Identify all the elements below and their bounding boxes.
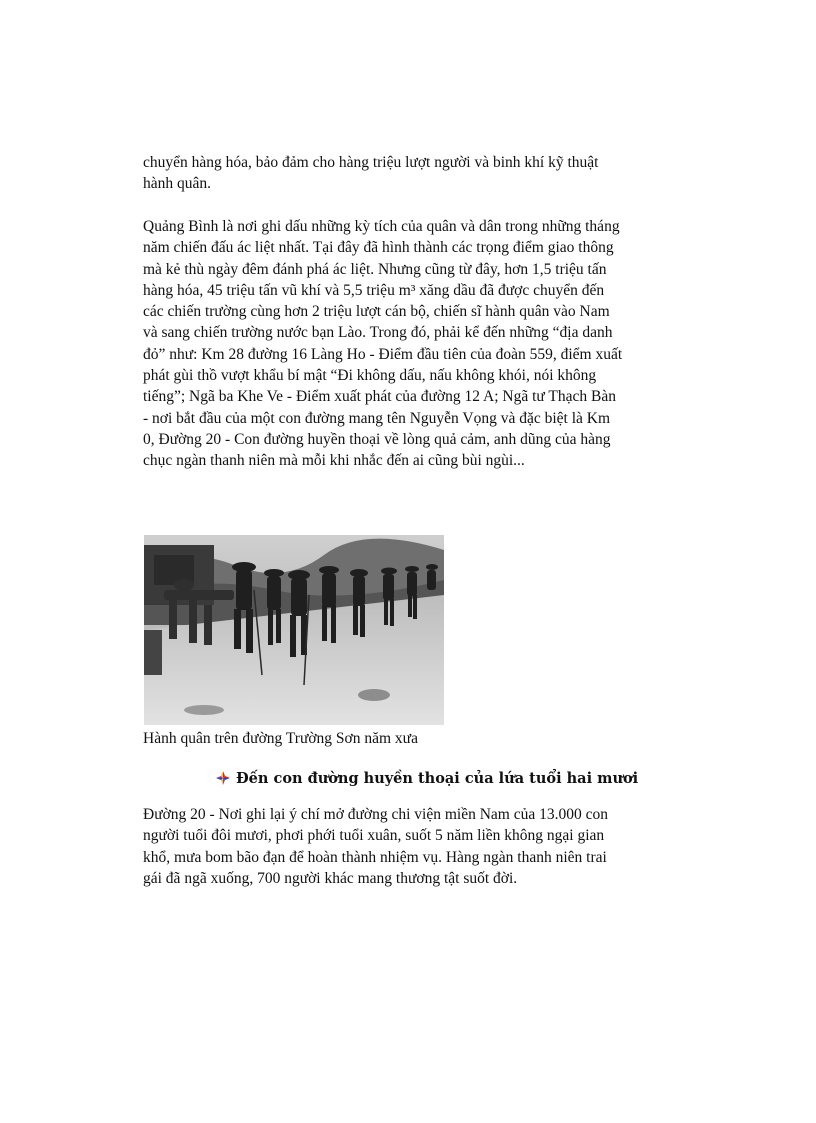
photo-illustration — [144, 535, 444, 725]
section-heading — [216, 766, 638, 790]
photo-soldiers-marching — [144, 535, 444, 725]
paragraph-continuation: chuyển hàng hóa, bảo đảm cho hàng triệu lượt người và binh khí kỹ thuật hành quân. — [143, 154, 599, 193]
paragraph-duong-20: Đường 20 - Nơi ghi lại ý chí mở đường chi viện miền Nam của 13.000 con người tuổi đôi mươi, phơi phới tuổi xuân, suốt 5 năm liền không ngại gian khổ, mưa bom bão đạn để hoàn thành nhiệm vụ. Hàng ngàn thanh niên trai gái đã ngã xuống, 700 người khác mang thương tật suốt đời. — [143, 806, 608, 887]
paragraph-quang-binh: Quảng Bình là nơi ghi dấu những kỳ tích của quân và dân trong những tháng năm chiến đấu ác liệt nhất. Tại đây đã hình thành các trọng điểm giao thông mà kẻ thù ngày đêm đánh phá ác liệt. Nhưng cũng từ đây, hơn 1,5 triệu tấn hàng hóa, 45 triệu tấn vũ khí và 5,5 triệu m³ xăng dầu đã được chuyển đến các chiến trường cùng hơn 2 triệu lượt cán bộ, chiến sĩ hành quân vào Nam và sang chiến trường nước bạn Lào. Trong đó, phải kể đến những “địa danh đỏ” như: Km 28 đường 16 Làng Ho - Điểm đầu tiên của đoàn 559, điểm xuất phát gùi thồ vượt khẩu bí mật “Đi không dấu, nấu không khói, nói không tiếng”; Ngã ba Khe Ve - Điểm xuất phát của đường 12 A; Ngã tư Thạch Bàn - nơi bắt đầu của một con đường mang tên Nguyễn Vọng và đặc biệt là Km 0, Đường 20 - Con đường huyền thoại về lòng quả cảm, anh dũng của hàng chục ngàn thanh niên mà mỗi khi nhắc đến ai cũng bùi ngùi... — [143, 218, 623, 470]
photo-caption: Hành quân trên đường Trường Sơn năm xưa — [143, 730, 418, 747]
pinwheel-bullet-icon — [216, 771, 230, 785]
section-heading-text: Đến con đường huyền thoại của lứa tuổi hai mươi — [236, 769, 639, 787]
